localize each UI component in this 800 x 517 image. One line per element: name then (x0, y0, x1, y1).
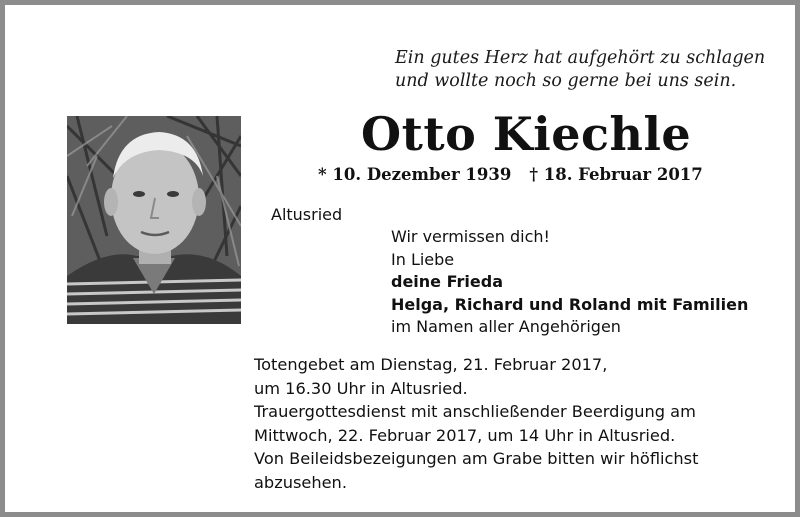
service-details (254, 353, 698, 494)
deceased-name: Otto Kiechle (361, 107, 692, 161)
life-dates (318, 164, 703, 186)
mourners-line-2: In Liebe (391, 249, 455, 269)
memorial-quote (395, 47, 765, 93)
service-line-5: Von Beileidsbezeigungen am Grabe bitten wir höflichst (254, 449, 699, 468)
mourners-line-1: Wir vermissen dich! (391, 227, 550, 246)
service-line-1: Totengebet am Dienstag, 21. Februar 2017, (254, 355, 608, 374)
home-town: Altusried (271, 205, 343, 224)
mourners-line-4: Helga, Richard und Roland mit Familien (391, 294, 749, 314)
service-line-6: abzusehen. (254, 472, 347, 492)
mourners-block (391, 226, 748, 339)
quote-line-2: und wollte noch so gerne bei uns sein. (395, 71, 737, 91)
birth-date: * 10. Dezember 1939 (318, 165, 512, 184)
service-line-4: Mittwoch, 22. Februar 2017, um 14 Uhr in Altusried. (254, 425, 676, 445)
portrait-photo (67, 116, 241, 324)
service-line-2: um 16.30 Uhr in Altusried. (254, 378, 468, 398)
quote-line-1: Ein gutes Herz hat aufgehört zu schlagen (395, 48, 766, 68)
mourners-line-3: deine Frieda (391, 272, 503, 291)
mourners-line-5: im Namen aller Angehörigen (391, 317, 621, 336)
death-date: † 18. Februar 2017 (529, 165, 703, 184)
service-line-3: Trauergottesdienst mit anschließender Beerdigung am (254, 402, 696, 421)
